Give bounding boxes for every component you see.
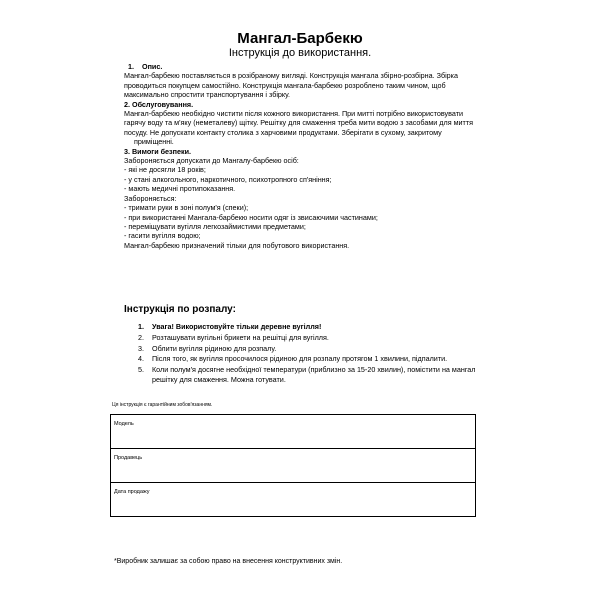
table-row-seller [111,449,475,483]
section-heading-maintenance: 2. Обслуговування. [124,99,194,109]
instruction-step [138,354,476,364]
seller-label: Продавець [114,455,143,461]
list-item: - при використанні Мангала-барбекю носити одяг із звисаючими частинами; [124,212,378,222]
table-row-date [111,483,475,516]
paragraph-line: Мангал-барбекю призначений тільки для побутового використання. [124,240,350,250]
step-number: 1. [138,322,144,331]
paragraph-line: Забороняється допускати до Мангалу-барбекю осіб: [124,156,299,166]
step-number: 5. [138,365,144,375]
step-number: 2. [138,332,144,342]
instructions-list [138,322,476,386]
step-text: Увага! Використовуйте тільки деревне вугілля! [152,322,322,331]
paragraph-line: Забороняється: [124,193,177,203]
paragraph-line: максимально спростити транспортування і збірку. [124,90,291,100]
model-label: Модель [114,421,134,427]
list-item: - у стані алкогольного, наркотичного, психотропного сп'яніння; [124,174,332,184]
step-text: Коли полум'я досягне необхідної температури (приблизно за 15-20 хвилин), помістити на мангал решітку для смаження. Можна готувати. [152,365,476,384]
guarantee-note: Ця інструкція є гарантійним зобов'язанням. [112,402,213,408]
instruction-step [138,322,476,332]
document-subtitle: Інструкція до використання. [228,47,372,59]
sale-info-table [110,414,476,517]
table-row-model [111,415,475,449]
instruction-step [138,344,476,354]
instruction-step [138,365,476,385]
paragraph-line: проводиться покупцем самостійно. Конструкція мангала-барбекю розроблено таким чином, щоб [124,80,446,90]
list-item: - тримати руки в зоні полум'я (спеки); [124,203,249,213]
list-item: - які не досягли 18 років; [124,165,206,175]
instructions-heading: Інструкція по розпалу: [124,304,236,315]
step-text: Після того, як вугілля просочилося рідиною для розпалу протягом 1 хвилини, підпалити. [152,354,448,364]
step-number: 3. [138,343,144,353]
section-title: Опис. [142,62,163,71]
section-number: 1. [128,62,134,71]
document-title: Мангал-Барбекю [237,30,363,47]
paragraph-line: гарячу воду та м'яку (неметалеву) щітку. Решітку для смаження треба мити водою з засобами для миття [124,118,474,128]
step-text: Облити вугілля рідиною для розпалу. [152,343,277,353]
manufacturer-footnote: *Виробник залишає за собою право на внесення конструктивних змін. [114,558,343,565]
instruction-step [138,333,476,343]
sale-date-label: Дата продажу [114,489,150,495]
section-heading-safety: 3. Вимоги безпеки. [124,146,191,156]
step-number: 4. [138,354,144,364]
list-item: - мають медичні протипоказання. [124,184,236,194]
paragraph-line: Мангал-барбекю поставляється в розібраному вигляді. Конструкція мангала збірно-розбірна. Збірка [124,71,458,81]
paragraph-line: посуду. Не допускати контакту столика з харчовими продуктами. Зберігати в сухому, закритому [124,127,442,137]
section-heading-description [124,62,484,71]
step-text: Розташувати вугільні брикети на решітці для вугілля. [152,332,329,342]
paragraph-line: приміщенні. [134,137,174,147]
document-body [124,62,484,250]
paragraph-line: Мангал-барбекю необхідно чистити після кожного використання. При митті потрібно використовувати [124,109,463,119]
list-item: - переміщувати вугілля легкозаймистими предметами; [124,221,306,231]
list-item: - гасити вугілля водою; [124,231,201,241]
